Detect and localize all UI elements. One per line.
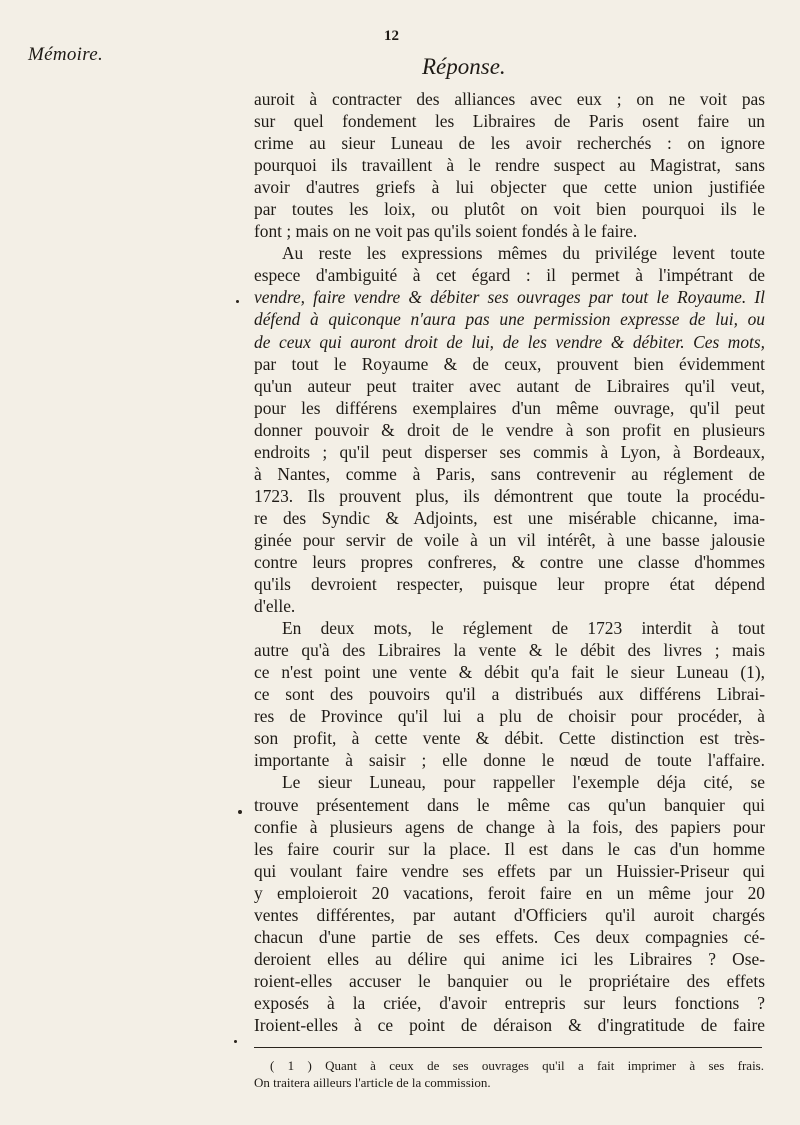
text-line: contre leurs propres confreres, & contre une classe d'hommes: [254, 551, 765, 572]
text-line: endroits ; qu'il peut disperser ses commis à Lyon, à Bordeaux,: [254, 441, 765, 462]
ink-speck: [238, 810, 242, 814]
text-line: importante à saisir ; elle donne le nœud de toute l'affaire.: [254, 750, 765, 771]
text-line: Le sieur Luneau, pour rappeller l'exemple déja cité, se: [282, 772, 765, 793]
text-line: re des Syndic & Adjoints, est une misérable chicanne, ima-: [254, 507, 765, 528]
text-line: qu'ils devroient respecter, puisque leur propre état dépend: [254, 574, 765, 595]
ink-speck: [236, 300, 239, 303]
text-line: exposés à la criée, d'avoir entrepris sur leurs fonctions ?: [254, 992, 765, 1013]
text-line: les faire courir sur la place. Il est dans le cas d'un homme: [254, 838, 765, 859]
text-line: son profit, à cette vente & débit. Cette distinction est très-: [254, 728, 765, 749]
text-line: y emploieroit 20 vacations, feroit faire en un même jour 20: [254, 882, 765, 903]
text-line: à Nantes, comme à Paris, sans contrevenir au réglement de: [254, 463, 765, 484]
text-line: res de Province qu'il lui a plu de choisir pour procéder, à: [254, 706, 765, 727]
footnote-line: On traitera ailleurs l'article de la commission.: [254, 1075, 491, 1090]
text-line: crime au sieur Luneau de les avoir recherchés : on ignore: [254, 133, 765, 154]
text-line: Au reste les expressions mêmes du privilége levent toute: [282, 243, 765, 264]
text-line: chacun d'une partie de ses effets. Ces deux compagnies cé-: [254, 926, 765, 947]
text-line: Iroient-elles à ce point de déraison & d'ingratitude de faire: [254, 1014, 765, 1035]
text-line: par tout le Royaume & de ceux, prouvent bien évidemment: [254, 353, 765, 374]
footnote-line: ( 1 ) Quant à ceux de ses ouvrages qu'il a fait imprimer à ses frais.: [270, 1058, 764, 1073]
text-line: par toutes les loix, ou plutôt on voit bien pourquoi ils le: [254, 199, 765, 220]
text-line: ce n'est point une vente & débit qu'a fait le sieur Luneau (1),: [254, 662, 765, 683]
text-line: 1723. Ils prouvent plus, ils démontrent que toute la procédu-: [254, 485, 765, 506]
text-line: deroient elles au délire qui anime ici les Libraires ? Ose-: [254, 948, 765, 969]
text-line: espece d'ambiguité à cet égard : il permet à l'impétrant de: [254, 265, 765, 286]
text-line: sur quel fondement les Libraires de Paris osent faire un: [254, 111, 765, 132]
ink-speck: [234, 1040, 237, 1043]
text-line: pour les différens exemplaires d'un même ouvrage, qu'il peut: [254, 397, 765, 418]
text-line: d'elle.: [254, 596, 296, 617]
text-line: autre qu'à des Libraires la vente & le débit des livres ; mais: [254, 640, 765, 661]
body-text: [254, 88, 765, 1036]
text-line: donner pouvoir & droit de le vendre à son profit en plusieurs: [254, 419, 765, 440]
text-line: ginée pour servir de voile à un vil intérêt, à une basse jalousie: [254, 529, 765, 550]
text-line: pourquoi ils travaillent à le rendre suspect au Magistrat, sans: [254, 155, 765, 176]
running-head-memoire: Mémoire.: [28, 44, 104, 65]
text-line: de ceux qui auront droit de lui, de les vendre & débiter. Ces mots,: [254, 331, 765, 352]
page-number: 12: [384, 28, 399, 44]
footnote: [254, 1057, 764, 1091]
text-line: vendre, faire vendre & débiter ses ouvrages par tout le Royaume. Il: [254, 287, 765, 308]
text-line: ce sont des pouvoirs qu'il a distribués aux différens Librai-: [254, 684, 765, 705]
text-line: qu'un auteur peut traiter avec autant de Libraires qu'il veut,: [254, 375, 765, 396]
text-line: ventes différentes, par autant d'Officiers qu'il auroit chargés: [254, 904, 765, 925]
text-line: font ; mais on ne voit pas qu'ils soient fondés à le faire.: [254, 221, 638, 242]
text-line: auroit à contracter des alliances avec eux ; on ne voit pas: [254, 89, 765, 109]
text-line: trouve présentement dans le même cas qu'un banquier qui: [254, 794, 765, 815]
running-head-reponse: Réponse.: [422, 54, 506, 79]
text-line: roient-elles accuser le banquier ou le propriétaire des effets: [254, 970, 765, 991]
footnote-rule: [254, 1047, 762, 1048]
text-line: confie à plusieurs agens de change à la fois, des papiers pour: [254, 816, 765, 837]
text-line: En deux mots, le réglement de 1723 interdit à tout: [282, 618, 765, 639]
text-line: défend à quiconque n'aura pas une permission expresse de lui, ou: [254, 309, 765, 330]
text-line: qui voulant faire vendre ses effets par un Huissier-Priseur qui: [254, 860, 765, 881]
text-line: avoir d'autres griefs à lui objecter que cette union justifiée: [254, 177, 765, 198]
